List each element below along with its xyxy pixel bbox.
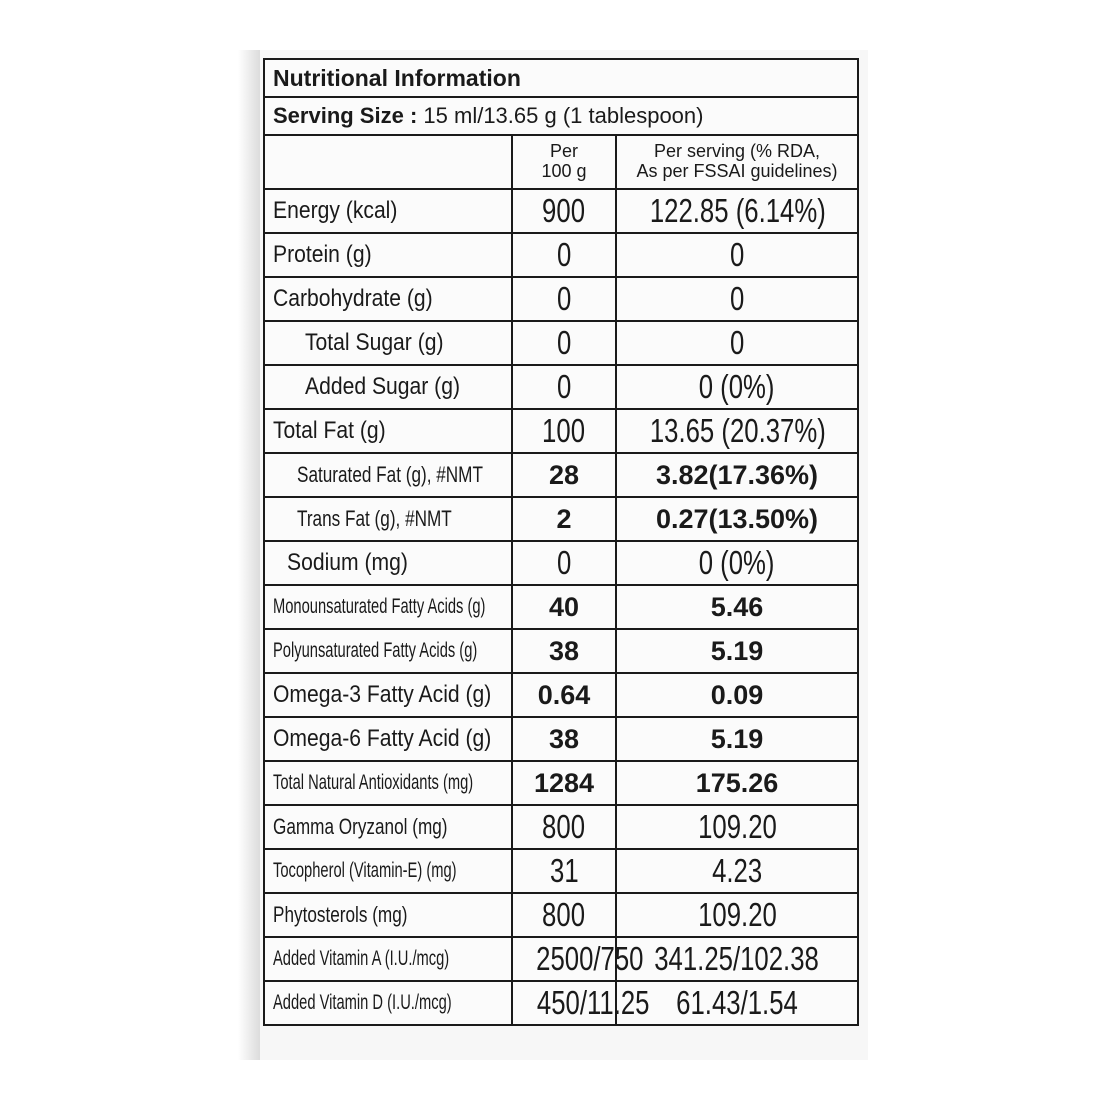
table-row <box>264 453 858 497</box>
row-per100: 38 <box>512 717 616 761</box>
row-serving: 175.26 <box>616 761 858 805</box>
row-serving: 61.43/1.54 <box>616 981 858 1025</box>
table-row <box>264 189 858 233</box>
table-row <box>264 541 858 585</box>
table-row <box>264 761 858 805</box>
row-per100: 800 <box>512 805 616 849</box>
table-row <box>264 673 858 717</box>
row-serving: 341.25/102.38 <box>616 937 858 981</box>
row-label: Monounsaturated Fatty Acids (g) <box>264 585 512 629</box>
table-row <box>264 365 858 409</box>
row-label: Gamma Oryzanol (mg) <box>264 805 512 849</box>
row-label: Total Natural Antioxidants (mg) <box>264 761 512 805</box>
table-row <box>264 937 858 981</box>
row-per100: 100 <box>512 409 616 453</box>
table-row <box>264 321 858 365</box>
row-label: Added Vitamin D (I.U./mcg) <box>264 981 512 1025</box>
row-serving: 109.20 <box>616 805 858 849</box>
row-per100: 0 <box>512 541 616 585</box>
table-row <box>264 893 858 937</box>
row-per100: 0.64 <box>512 673 616 717</box>
row-serving: 4.23 <box>616 849 858 893</box>
row-per100: 0 <box>512 277 616 321</box>
row-serving: 13.65 (20.37%) <box>616 409 858 453</box>
row-label: Total Sugar (g) <box>264 321 512 365</box>
row-per100: 800 <box>512 893 616 937</box>
table-row <box>264 277 858 321</box>
row-label: Phytosterols (mg) <box>264 893 512 937</box>
row-label: Tocopherol (Vitamin-E) (mg) <box>264 849 512 893</box>
row-label: Polyunsaturated Fatty Acids (g) <box>264 629 512 673</box>
table-row <box>264 805 858 849</box>
row-label: Carbohydrate (g) <box>264 277 512 321</box>
table-row <box>264 497 858 541</box>
row-serving: 122.85 (6.14%) <box>616 189 858 233</box>
row-serving: 5.19 <box>616 629 858 673</box>
column-header-nutrient <box>264 135 512 189</box>
table-row <box>264 717 858 761</box>
row-serving: 0.09 <box>616 673 858 717</box>
row-per100: 0 <box>512 321 616 365</box>
row-per100: 28 <box>512 453 616 497</box>
table-row <box>264 849 858 893</box>
row-serving: 0.27(13.50%) <box>616 497 858 541</box>
row-serving: 0 (0%) <box>616 365 858 409</box>
column-header-per-serving: Per serving (% RDA, As per FSSAI guidelines) <box>616 135 858 189</box>
row-serving: 0 <box>616 321 858 365</box>
row-label: Trans Fat (g), #NMT <box>264 497 512 541</box>
title-row <box>264 59 858 97</box>
row-label: Sodium (mg) <box>264 541 512 585</box>
serving-size <box>264 97 858 135</box>
nutrition-table <box>263 58 859 1026</box>
row-per100: 1284 <box>512 761 616 805</box>
row-label: Total Fat (g) <box>264 409 512 453</box>
table-row <box>264 981 858 1025</box>
row-label: Protein (g) <box>264 233 512 277</box>
column-header-per100: Per 100 g <box>512 135 616 189</box>
table-title: Nutritional Information <box>264 59 858 97</box>
table-row <box>264 629 858 673</box>
row-per100: 38 <box>512 629 616 673</box>
row-label: Saturated Fat (g), #NMT <box>264 453 512 497</box>
row-serving: 5.46 <box>616 585 858 629</box>
row-per100: 0 <box>512 233 616 277</box>
row-per100: 40 <box>512 585 616 629</box>
row-per100: 2 <box>512 497 616 541</box>
serving-value: 15 ml/13.65 g (1 tablespoon) <box>423 103 704 128</box>
table-row <box>264 233 858 277</box>
row-serving: 109.20 <box>616 893 858 937</box>
row-serving: 0 <box>616 277 858 321</box>
row-label: Added Sugar (g) <box>264 365 512 409</box>
row-serving: 0 <box>616 233 858 277</box>
row-serving: 3.82(17.36%) <box>616 453 858 497</box>
row-serving: 5.19 <box>616 717 858 761</box>
row-serving: 0 (0%) <box>616 541 858 585</box>
row-label: Energy (kcal) <box>264 189 512 233</box>
row-label: Added Vitamin A (I.U./mcg) <box>264 937 512 981</box>
row-per100: 31 <box>512 849 616 893</box>
serving-label: Serving Size : <box>273 103 418 128</box>
column-header-row <box>264 135 858 189</box>
row-per100: 0 <box>512 365 616 409</box>
row-per100: 900 <box>512 189 616 233</box>
row-per100: 2500/750 <box>512 937 616 981</box>
table-row <box>264 585 858 629</box>
row-label: Omega-3 Fatty Acid (g) <box>264 673 512 717</box>
row-per100: 450/11.25 <box>512 981 616 1025</box>
table-row <box>264 409 858 453</box>
panel-shadow-edge <box>238 50 260 1060</box>
row-label: Omega-6 Fatty Acid (g) <box>264 717 512 761</box>
serving-row <box>264 97 858 135</box>
